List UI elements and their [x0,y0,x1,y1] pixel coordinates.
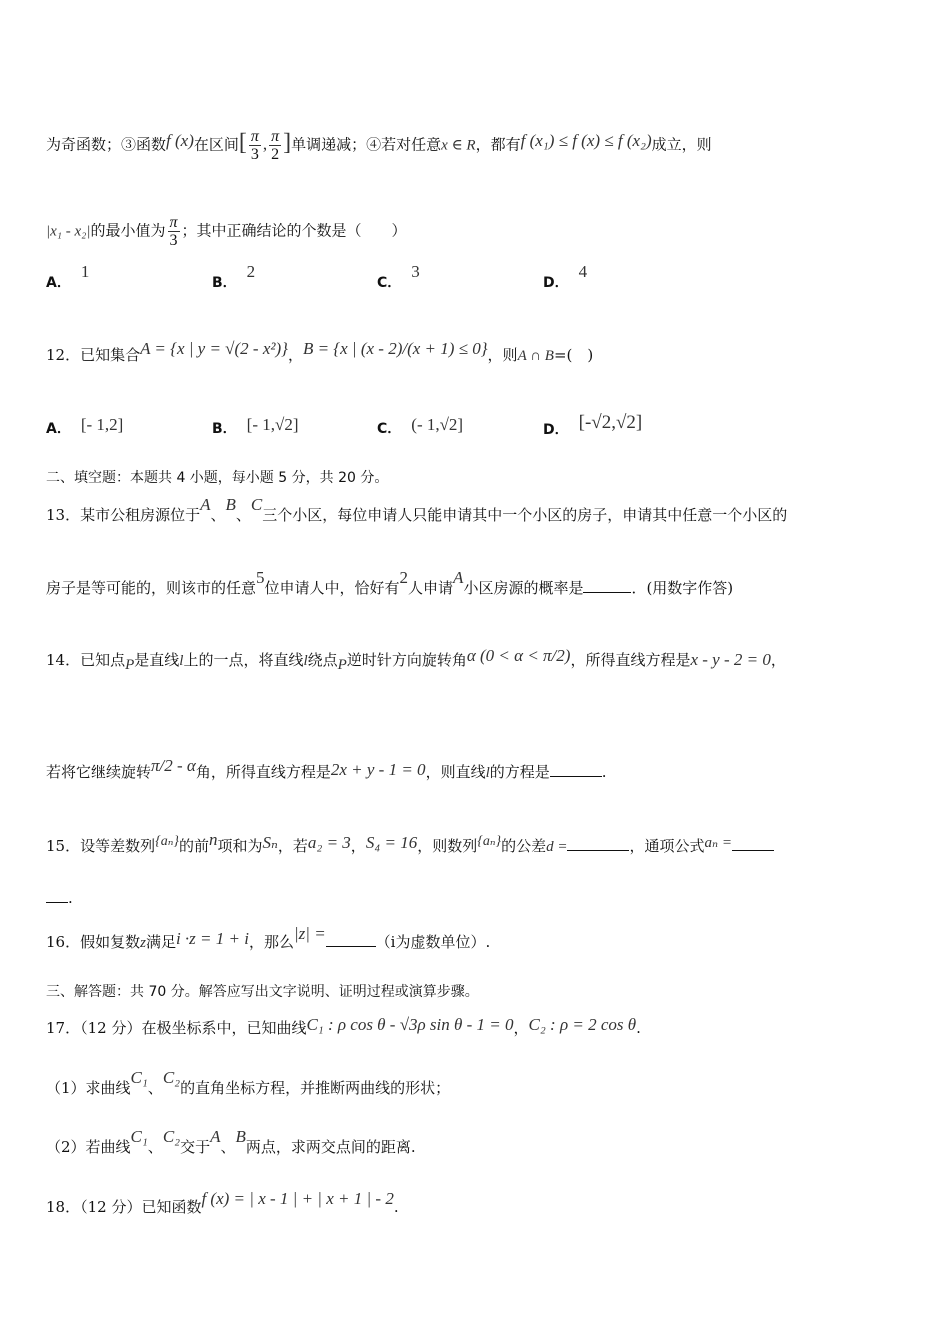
option-label: B． [212,275,237,291]
q12-stem [46,339,910,366]
math-x-in-R: x ∈ R [441,137,476,154]
answer-blank-an[interactable] [732,836,774,851]
q14-text-k: 的方程是 [489,763,550,781]
q17-text-mid: ， [513,1019,529,1037]
math-c: C [250,495,263,514]
math-b: B [235,1127,246,1146]
answer-blank-an-cont[interactable] [46,888,68,903]
frac-den: 3 [169,232,178,249]
section-2-header: 二、填空题：本题共 4 小题，每小题 5 分，共 20 分。 [46,470,389,486]
q17-stem [46,1015,910,1038]
q14-text-i: 角，所得直线方程是 [195,763,331,781]
q11-line2 [46,214,910,249]
math-n: n [208,830,218,849]
option-value: 1 [80,262,90,281]
math-rotation2: π/2 - α [151,756,196,775]
option-value: [- 1,2] [80,415,124,434]
q17-p1-text-b: 的直角坐标方程，并推断两曲线的形状； [180,1079,451,1097]
q18-text-end: . [393,1198,399,1216]
q17-text-end: . [636,1019,641,1037]
q14-text-j: ，则直线 [425,763,486,781]
option-label: A． [46,275,71,291]
q14-text-a: 14．已知点 [46,651,126,669]
answer-blank[interactable] [583,578,631,593]
q13-sep2: 、 [235,506,251,524]
q15-text-h: ，通项公式 [629,837,705,855]
q12-option-d[interactable] [543,412,643,440]
q12-option-b[interactable] [212,415,299,438]
math-c2: C₂ [162,1127,181,1146]
math-a: A [200,495,211,514]
math-iz: i ·z = 1 + i [175,929,249,948]
q13-text-a: 13．某市公租房源位于 [46,506,201,524]
q14-text-f: ，所得直线方程是 [570,651,691,669]
q11-text-c: 单调递减；④若对任意 [291,135,442,154]
q16-text-b: 满足 [145,933,176,951]
q12-text-lead: 12．已知集合 [46,346,141,364]
q11-text-g: ；其中正确结论的个数是（ ） [181,221,407,240]
q17-part1 [46,1068,910,1098]
option-label: D． [543,275,569,291]
q17-p2-text-a: （2）若曲线 [46,1138,131,1156]
q17-text-lead: 17．（12 分）在极坐标系中，已知曲线 [46,1019,307,1037]
q13-line2 [46,568,910,598]
math-set-b: B = {x | (x - 2)/(x + 1) ≤ 0} [302,339,488,358]
q12-text-mid: ， [287,346,303,364]
frac-num: π [271,128,280,145]
option-value: [-√2,√2] [578,412,643,433]
option-value: 2 [246,262,256,281]
q18-text-lead: 18．（12 分）已知函数 [46,1198,202,1216]
math-an-eq: aₙ = [704,835,732,851]
math-l: l [303,653,308,669]
math-fx-def: f (x) = | x - 1 | + | x + 1 | - 2 [201,1189,394,1208]
math-inequality: f (x₁) ≤ f (x) ≤ f (x₂) [520,130,652,150]
math-b: B [225,495,236,514]
option-value: [- 1,√2] [246,415,299,434]
q13-line1 [46,495,910,525]
math-c1: C₁ [130,1127,148,1146]
answer-blank[interactable] [326,932,376,947]
answer-blank-d[interactable] [567,836,629,851]
q18-stem [46,1189,910,1217]
math-alpha-condition: α (0 < α < π/2) [466,646,571,665]
math-five: 5 [256,568,265,587]
option-label: D． [543,422,569,438]
q11-text-f: 的最小值为 [90,221,166,240]
q14-text-g: ， [770,651,786,669]
q13-text-c: 房子是等可能的，则该市的任意 [46,579,257,597]
q13-text-g: ．(用数字作答) [631,579,734,597]
math-a2: a₂ = 3 [307,833,351,852]
q17-p1-text-a: （1）求曲线 [46,1079,131,1097]
q15-text-a: 15．设等差数列 [46,837,156,855]
math-d-eq: d = [546,839,568,855]
math-frac-pi2 [269,128,281,163]
q14-text-l: . [601,763,607,781]
q12-option-c[interactable] [377,415,464,438]
math-a-cap-b: A ∩ B [517,348,554,364]
option-value: (- 1,√2] [411,415,464,434]
math-set-a: A = {x | y = √(2 - x²)} [140,339,288,358]
option-label: A． [46,421,71,437]
math-eq1: x - y - 2 = 0 [690,650,771,669]
q11-line1 [46,128,910,163]
q12-option-a[interactable] [46,415,124,438]
q15-text-c: 项和为 [217,837,263,855]
math-a: A [453,568,464,587]
q17-p1-sep: 、 [147,1079,163,1097]
q15-text-g: 的公差 [501,837,547,855]
q13-text-d: 位申请人中，恰好有 [264,579,400,597]
math-an-set: {aₙ} [155,834,179,849]
math-eq2: 2x + y - 1 = 0 [330,760,426,779]
math-frac-pi3-b [168,214,180,249]
math-an-set: {aₙ} [477,834,502,849]
math-frac-pi3 [249,128,261,163]
q17-p2-sep: 、 [147,1138,163,1156]
math-p: P [337,657,347,673]
q13-text-b: 三个小区，每位申请人只能申请其中一个小区的房子，申请其中任意一个小区的 [262,506,788,524]
q14-text-h: 若将它继续旋转 [46,763,152,781]
q14-text-c: 上的一点，将直线 [183,651,304,669]
q17-p2-text-b: 交于 [180,1138,211,1156]
q17-part2 [46,1127,910,1157]
math-sn: Sₙ [262,833,278,852]
q11-text-b: 在区间 [193,135,239,154]
q11-text-a: 为奇函数；③函数 [46,135,167,154]
frac-den: 2 [271,146,280,163]
q11-text-e: 成立，则 [651,135,712,154]
option-label: C． [377,421,402,437]
q11-option-d[interactable] [543,262,588,292]
math-a: A [210,1127,221,1146]
q16-line [46,924,910,953]
q15-text-b: 的前 [178,837,209,855]
math-comma: , [262,134,268,154]
q16-text-c: ，那么 [248,933,294,951]
section-3-header: 三、解答题：共 70 分。解答应写出文字说明、证明过程或演算步骤。 [46,984,479,1000]
q11-text-d: ，都有 [475,135,521,154]
q17-p2-text-c: 、 [220,1138,236,1156]
q13-text-e: 人申请 [408,579,454,597]
math-z: z [140,935,146,951]
option-value: 4 [578,262,588,281]
q14-text-d: 绕点 [307,651,338,669]
q17-p2-text-d: 两点，求两交点间的距离. [245,1138,416,1156]
frac-den: 3 [250,146,259,163]
math-abs-z: |z| = [293,924,326,943]
math-abs-diff: |x₁ - x₂| [46,223,91,240]
math-bracket-left: [ [238,129,247,156]
option-label: B． [212,421,237,437]
math-c2-eq: C₂ : ρ = 2 cos θ [528,1015,637,1034]
q14-text-b: 是直线 [134,651,180,669]
q15-text-d: ，若 [277,837,308,855]
q15-text-f: ，则数列 [417,837,478,855]
math-two: 2 [399,568,409,587]
math-p: P [125,657,135,673]
q11-option-b[interactable] [212,262,256,292]
math-c1-eq: C₁ : ρ cos θ - √3ρ sin θ - 1 = 0 [306,1015,514,1034]
math-c2: C₂ [162,1068,181,1087]
q16-text-a: 16．假如复数 [46,933,141,951]
q12-text-tail: ，则 [487,346,518,364]
q15-line2 [46,888,910,908]
math-s4: S₄ = 16 [365,833,418,852]
q14-line2 [46,756,910,783]
q12-text-tail2: =( ) [553,346,594,364]
q11-option-c[interactable] [377,262,420,292]
math-c1: C₁ [130,1068,148,1087]
q13-text-f: 小区房源的概率是 [463,579,584,597]
q15-text-end: . [68,889,73,907]
q13-sep1: 、 [210,506,226,524]
q14-line1 [46,646,910,673]
answer-blank[interactable] [550,762,602,777]
math-l: l [485,765,490,781]
option-label: C． [377,275,402,291]
q16-text-d: （ⅰ为虚数单位）. [375,933,491,951]
q15-line1 [46,830,910,858]
q11-option-a[interactable] [46,262,90,292]
math-bracket-right: ] [283,129,292,156]
math-fx: f (x) [166,130,194,150]
math-l: l [179,653,184,669]
option-value: 3 [411,262,420,281]
q14-text-e: 逆时针方向旋转角 [346,651,467,669]
frac-num: π [169,214,178,231]
frac-num: π [250,128,259,145]
q15-text-e: ， [350,837,366,855]
